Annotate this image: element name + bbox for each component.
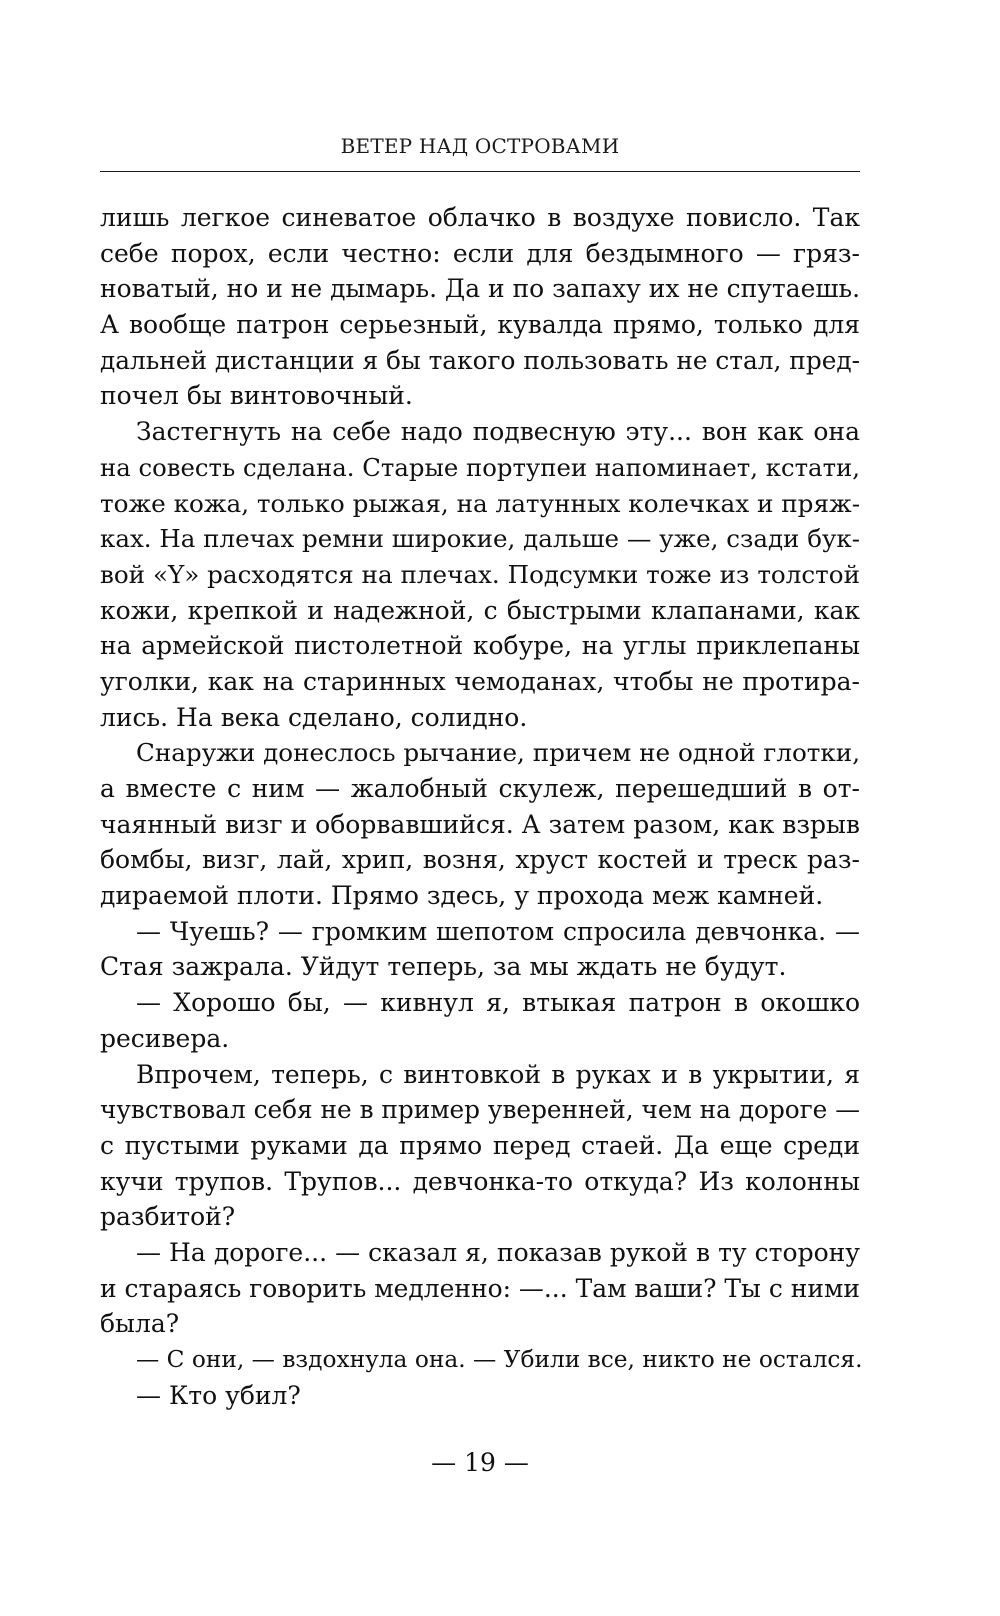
text-line: — Чуешь? — громким шепотом спросила девчонка. —	[136, 916, 860, 946]
text-line: на армейской пистолетной кобуре, на углы приклепаны	[100, 631, 860, 661]
text-line: почел бы винтовочный.	[100, 381, 413, 411]
text-line: Впрочем, теперь, с винтовкой в руках и в укрытии, я	[136, 1059, 860, 1089]
text-line: разбитой?	[100, 1202, 236, 1232]
text-line: ресивера.	[100, 1023, 230, 1053]
text-line: дираемой плоти. Прямо здесь, у прохода меж камней.	[100, 881, 824, 911]
text-line: себе порох, если честно: если для бездымного — гряз-	[100, 238, 860, 268]
page-number: — 19 —	[431, 1448, 529, 1477]
text-line: дальней дистанции я бы такого пользовать не стал, пред-	[100, 345, 861, 375]
text-line: и стараясь говорить медленно: —... Там ваши? Ты с ними	[100, 1273, 860, 1303]
text-line: бомбы, визг, лай, хрип, возня, хруст костей и треск раз-	[100, 845, 860, 875]
text-line: лись. На века сделано, солидно.	[100, 702, 528, 732]
text-line: новатый, но и не дымарь. Да и по запаху их не спутаешь.	[100, 274, 861, 304]
text-line: — На дороге... — сказал я, показав рукой в ту сторону	[136, 1237, 860, 1267]
text-line: чувствовал себя не в пример уверенней, чем на дороге —	[100, 1095, 860, 1125]
text-line: Стая зажрала. Уйдут теперь, за мы ждать не будут.	[100, 952, 787, 982]
text-line: с пустыми руками да прямо перед стаей. Да еще среди	[100, 1130, 860, 1160]
header-rule	[100, 171, 860, 172]
text-line: кожи, крепкой и надежной, с быстрыми клапанами, как	[100, 595, 860, 625]
text-line: ках. На плечах ремни широкие, дальше — уже, сзади бук-	[100, 524, 860, 554]
text-line: уголки, как на старинных чемоданах, чтобы не протира-	[100, 666, 860, 696]
body-text	[100, 200, 863, 1413]
text-line: кучи трупов. Трупов... девчонка-то откуда? Из колонны	[100, 1166, 860, 1196]
text-line: была?	[100, 1309, 180, 1339]
text-line: Застегнуть на себе надо подвесную эту... вон как она	[136, 417, 860, 447]
text-line: лишь легкое синеватое облачко в воздухе повисло. Так	[100, 203, 860, 232]
running-head: ВЕТЕР НАД ОСТРОВАМИ	[340, 134, 620, 158]
text-line: Снаружи донеслось рычание, причем не одной глотки,	[136, 738, 861, 768]
text-line: чаянный визг и оборвавшийся. А затем разом, как взрыв	[100, 809, 860, 839]
text-line: А вообще патрон серьезный, кувалда прямо, только для	[100, 310, 860, 340]
text-line: — С они, — вздохнула она. — Убили все, никто не остался.	[136, 1346, 863, 1373]
text-line: а вместе с ним — жалобный скулеж, перешедший в от-	[100, 774, 860, 803]
text-line: — Кто убил?	[136, 1380, 301, 1410]
text-line: тоже кожа, только рыжая, на латунных колечках и пряж-	[100, 488, 861, 518]
text-line: вой «Y» расходятся на плечах. Подсумки тоже из толстой	[100, 559, 860, 589]
text-line: на совесть сделана. Старые портупеи напоминает, кстати,	[100, 452, 860, 482]
text-line: — Хорошо бы, — кивнул я, втыкая патрон в окошко	[136, 988, 860, 1018]
